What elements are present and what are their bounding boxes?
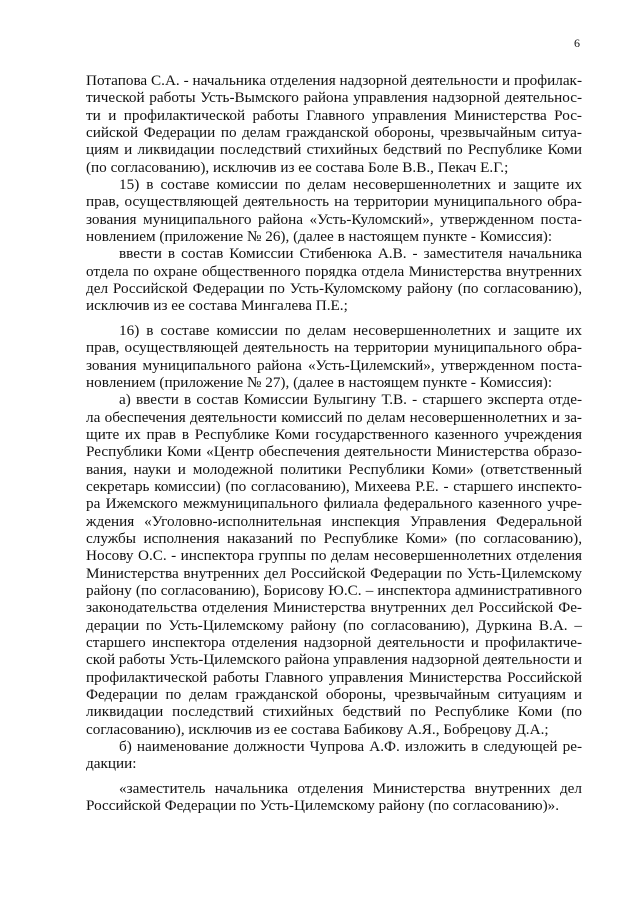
text-line: дел Российской Федерации по Усть-Куломскому району (по согласованию), (86, 280, 582, 298)
text-line: вания, науки и молодежной политики Республики Коми» (ответственный (86, 460, 582, 478)
text-line: прав, осуществляющей деятельность на территории муниципального обра- (86, 339, 582, 357)
text-line: профилактической работы Главного управления Министерства Российской (86, 668, 582, 686)
paragraph (86, 780, 582, 815)
text-line: тической работы Усть-Вымского района управления надзорной деятельнос- (86, 89, 582, 107)
paragraph (86, 322, 582, 391)
text-line: законодательства отделения Министерства внутренних дел Российской Фе- (86, 599, 582, 617)
text-line: зования муниципального района «Усть-Куломский», утвержденном поста- (86, 210, 582, 228)
text-line: а) ввести в состав Комиссии Булыгину Т.В. - старшего эксперта отде- (119, 391, 582, 409)
text-line: старшего инспектора отделения надзорной деятельности и профилактиче- (86, 634, 582, 651)
text-line: ла обеспечения деятельности комиссий по делам несовершеннолетних и за- (86, 408, 582, 426)
paragraph (86, 72, 582, 176)
text-line: новлением (приложение № 27), (далее в настоящем пункте - Комиссия): (86, 373, 553, 391)
text-line: согласованию), исключив из ее состава Бабикову А.Я., Бобрецову Д.А.; (86, 720, 549, 738)
text-line: службы исполнения наказаний по Республике Коми» (по согласованию), (86, 529, 582, 547)
text-line: сийской Федерации по делам гражданской обороны, чрезвычайным ситуа- (86, 124, 582, 142)
page-number: 6 (574, 36, 580, 50)
text-line: ввести в состав Комиссии Стибенюка А.В. - заместителя начальника (119, 245, 582, 263)
paragraph (86, 391, 582, 738)
text-line: (по согласованию), исключив из ее состава Боле В.В., Пекач Е.Г.; (86, 158, 509, 176)
text-line: ской работы Усть-Цилемского района управления надзорной деятельности и (86, 651, 582, 669)
text-line: прав, осуществляющей деятельность на территории муниципального обра- (86, 193, 582, 211)
text-line: Носову О.С. - инспектора группы по делам несовершеннолетних отделения (86, 547, 582, 565)
text-line: дакции: (86, 755, 137, 773)
text-line: ра Ижемского межмуниципального филиала федерального казенного учре- (86, 495, 582, 513)
text-line: району (по согласованию), Борисову Ю.С. – инспектора административного (86, 581, 582, 599)
document-body (86, 72, 582, 814)
text-line: ждения «Уголовно-исполнительная инспекция Управления Федеральной (86, 512, 582, 530)
paragraph-gap (86, 773, 582, 780)
paragraph (86, 738, 582, 773)
text-line: дерации по Усть-Цилемскому району (по согласованию), Дуркина В.А. – (86, 616, 582, 634)
text-line: щите их прав в Республике Коми государственного казенного учреждения (86, 425, 582, 443)
text-line: б) наименование должности Чупрова А.Ф. изложить в следующей ре- (119, 738, 582, 756)
text-line: отдела по охране общественного порядка отдела Министерства внутренних (86, 262, 582, 280)
text-line: Министерства внутренних дел Российской Федерации по Усть-Цилемскому (86, 564, 582, 582)
text-line: Российской Федерации по Усть-Цилемскому району (по согласованию)». (86, 797, 560, 815)
paragraph-gap (86, 315, 582, 322)
paragraph (86, 245, 582, 314)
text-line: 16) в составе комиссии по делам несовершеннолетних и защите их (119, 321, 582, 339)
text-line: ликвидации последствий стихийных бедствий по Республике Коми (по (86, 703, 582, 721)
text-line: Федерации по делам гражданской обороны, чрезвычайным ситуациям и (86, 686, 582, 704)
text-line: исключив из ее состава Мингалева П.Е.; (86, 297, 348, 315)
paragraph (86, 176, 582, 245)
text-line: Республики Коми «Центр обеспечения деятельности Министерства образо- (86, 443, 582, 461)
text-line: новлением (приложение № 26), (далее в настоящем пункте - Комиссия): (86, 228, 553, 246)
text-line: 15) в составе комиссии по делам несовершеннолетних и защите их (119, 176, 582, 194)
text-line: Потапова С.А. - начальника отделения надзорной деятельности и профилак- (86, 72, 582, 89)
text-line: зования муниципального района «Усть-Цилемский», утвержденном поста- (86, 356, 582, 374)
text-line: «заместитель начальника отделения Министерства внутренних дел (119, 779, 582, 797)
text-line: циям и ликвидации последствий стихийных бедствий по Республике Коми (86, 141, 582, 159)
text-line: секретарь комиссии) (по согласованию), Михеева Р.Е. - старшего инспекто- (86, 477, 582, 495)
text-line: ти и профилактической работы Главного управления Министерства Рос- (86, 106, 582, 124)
